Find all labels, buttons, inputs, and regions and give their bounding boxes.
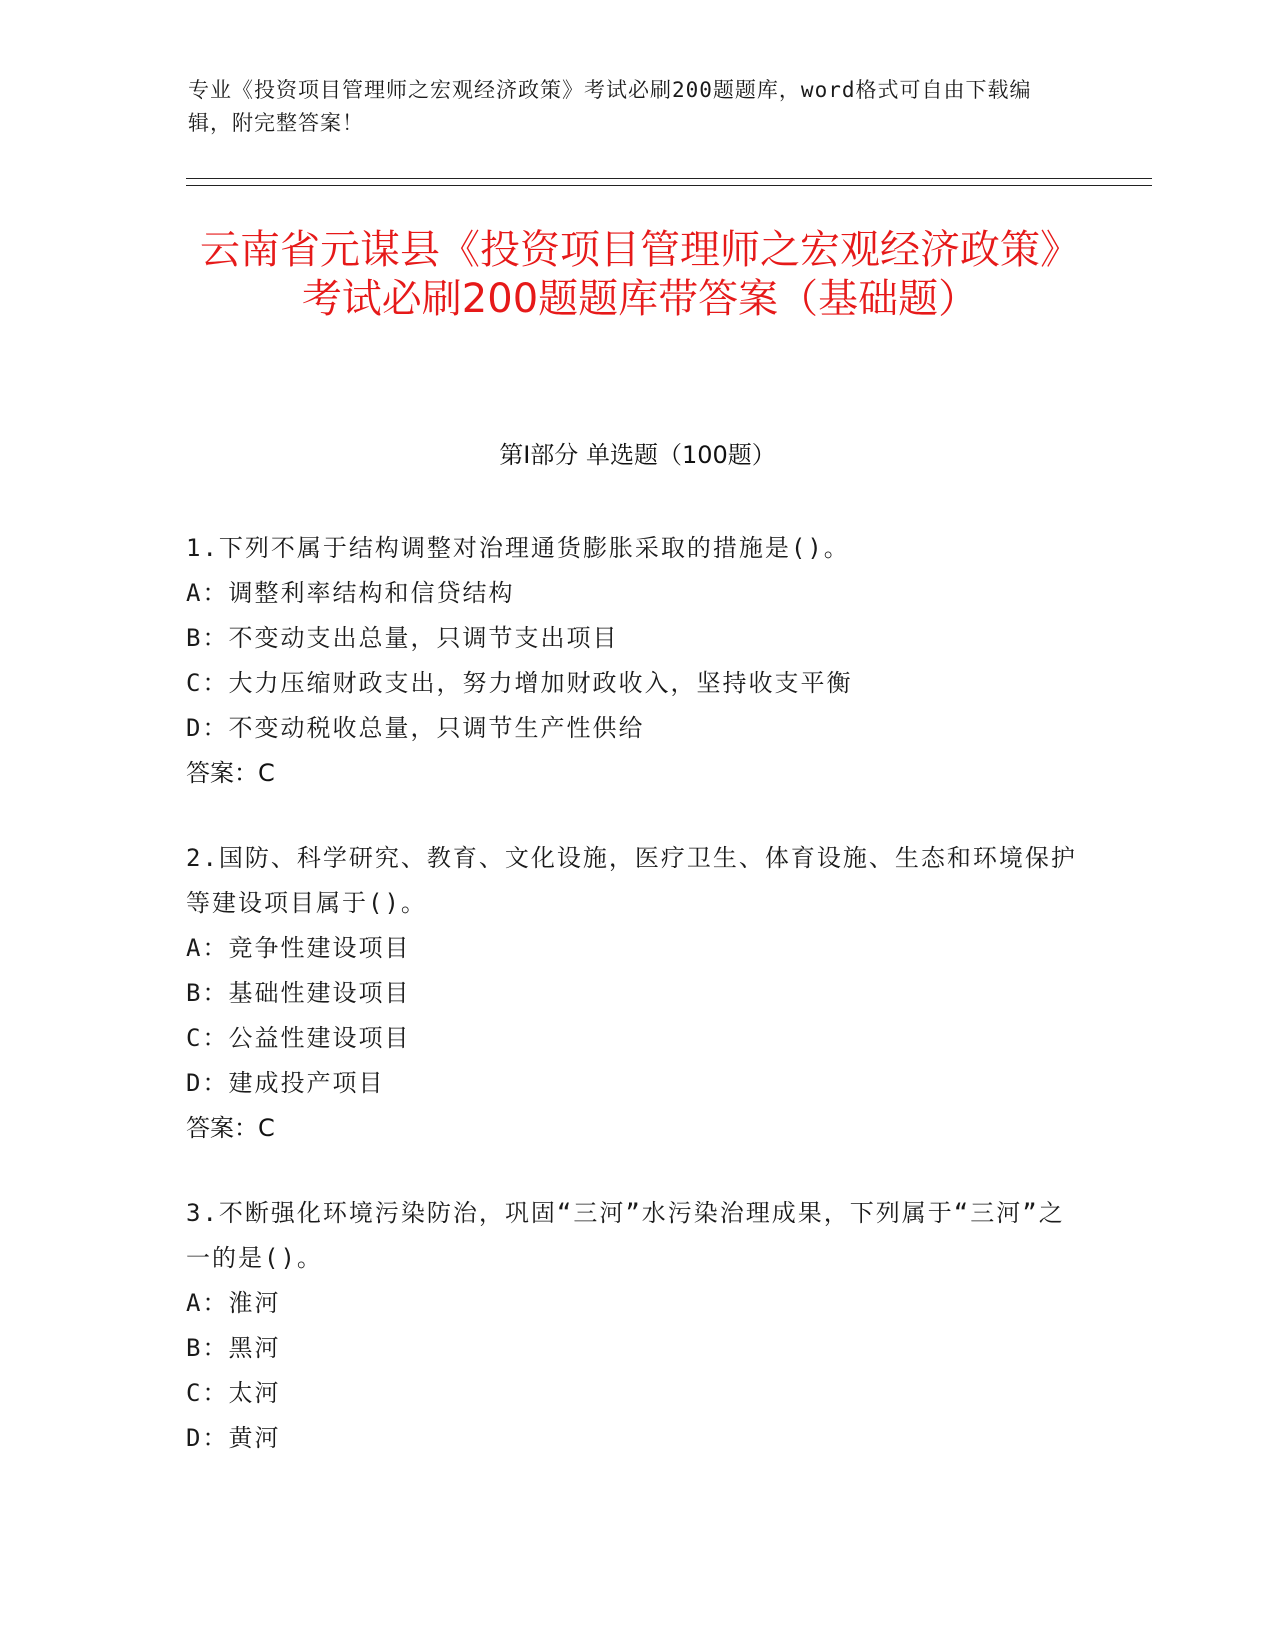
question-stem: 3.不断强化环境污染防治，巩固“三河”水污染治理成果，下列属于“三河”之一的是()。 — [186, 1199, 1065, 1272]
option-c: C：大力压缩财政支出，努力增加财政收入，坚持收支平衡 — [186, 669, 853, 697]
header-note: 专业《投资项目管理师之宏观经济政策》考试必刷200题题库，word格式可自由下载编辑，附完整答案！ — [188, 78, 1032, 135]
question-2 — [186, 836, 1086, 1151]
option-d: D：不变动税收总量，只调节生产性供给 — [186, 714, 645, 742]
header-divider — [186, 178, 1152, 186]
option-c: C：太河 — [186, 1379, 281, 1407]
section-title: 第Ⅰ部分 单选题（100题） — [499, 441, 776, 469]
question-3 — [186, 1191, 1086, 1461]
document-title: 云南省元谋县《投资项目管理师之宏观经济政策》考试必刷200题题库带答案（基础题） — [200, 227, 1080, 322]
option-b: B：不变动支出总量，只调节支出项目 — [186, 624, 619, 652]
question-1 — [186, 526, 1086, 796]
question-stem: 1.下列不属于结构调整对治理通货膨胀采取的措施是()。 — [186, 534, 850, 562]
question-answer: 答案：C — [186, 759, 275, 787]
option-d: D：黄河 — [186, 1424, 281, 1452]
option-a: A：淮河 — [186, 1289, 281, 1317]
question-answer: 答案：C — [186, 1114, 275, 1142]
option-b: B：黑河 — [186, 1334, 281, 1362]
question-list — [186, 526, 1086, 1501]
option-d: D：建成投产项目 — [186, 1069, 385, 1097]
option-c: C：公益性建设项目 — [186, 1024, 411, 1052]
option-b: B：基础性建设项目 — [186, 979, 411, 1007]
question-stem: 2.国防、科学研究、教育、文化设施，医疗卫生、体育设施、生态和环境保护等建设项目属于()。 — [186, 844, 1077, 917]
option-a: A：调整利率结构和信贷结构 — [186, 579, 515, 607]
option-a: A：竞争性建设项目 — [186, 934, 411, 962]
